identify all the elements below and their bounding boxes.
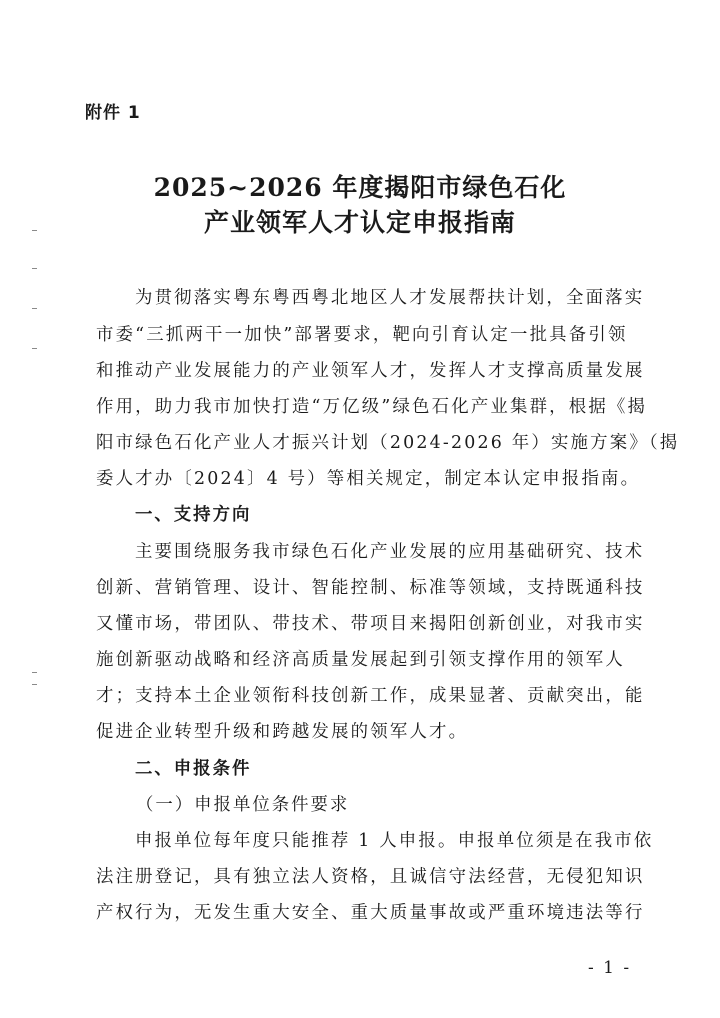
margin-mark bbox=[32, 672, 37, 673]
intro-line: 为贯彻落实粤东粤西粤北地区人才发展帮扶计划，全面落实 bbox=[135, 288, 645, 308]
margin-mark bbox=[32, 348, 37, 349]
page-number: - 1 - bbox=[588, 958, 632, 978]
intro-line: 阳市绿色石化产业人才振兴计划（2024-2026 年）实施方案》（揭 bbox=[96, 433, 680, 453]
section1-line: 又懂市场，带团队、带技术、带项目来揭阳创新创业，对我市实 bbox=[96, 614, 645, 634]
section1-line: 创新、营销管理、设计、智能控制、标准等领域，支持既通科技 bbox=[96, 578, 645, 598]
section2-line: 法注册登记，具有独立法人资格，且诚信守法经营，无侵犯知识 bbox=[96, 867, 645, 887]
title-line-2: 产业领军人才认定申报指南 bbox=[203, 208, 516, 237]
margin-mark bbox=[32, 684, 37, 685]
section2-line: 产权行为，无发生重大安全、重大质量事故或严重环境违法等行 bbox=[96, 903, 645, 923]
margin-mark bbox=[32, 308, 37, 309]
intro-line: 委人才办〔2024〕4 号）等相关规定，制定本认定申报指南。 bbox=[96, 469, 641, 489]
subsection-heading: （一）申报单位条件要求 bbox=[136, 795, 350, 815]
section-heading-support-direction: 一、支持方向 bbox=[135, 505, 252, 525]
margin-mark bbox=[32, 268, 37, 269]
section-heading-conditions: 二、申报条件 bbox=[135, 759, 252, 779]
attachment-label: 附件 1 bbox=[85, 103, 141, 123]
intro-line: 和推动产业发展能力的产业领军人才，发挥人才支撑高质量发展 bbox=[96, 361, 645, 381]
section1-line: 主要围绕服务我市绿色石化产业发展的应用基础研究、技术 bbox=[135, 542, 645, 562]
section2-line: 申报单位每年度只能推荐 1 人申报。申报单位须是在我市依 bbox=[135, 831, 654, 851]
section1-line: 施创新驱动战略和经济高质量发展起到引领支撑作用的领军人 bbox=[96, 650, 625, 670]
section1-line: 促进企业转型升级和跨越发展的领军人才。 bbox=[96, 722, 469, 742]
intro-line: 作用，助力我市加快打造“万亿级”绿色石化产业集群，根据《揭 bbox=[96, 397, 648, 417]
title-line-1: 2025~2026 年度揭阳市绿色石化 bbox=[153, 173, 567, 202]
section1-line: 才；支持本土企业领衔科技创新工作，成果显著、贡献突出，能 bbox=[96, 686, 645, 706]
intro-line: 市委“三抓两干一加快”部署要求，靶向引育认定一批具备引领 bbox=[96, 325, 628, 345]
margin-mark bbox=[32, 230, 37, 231]
